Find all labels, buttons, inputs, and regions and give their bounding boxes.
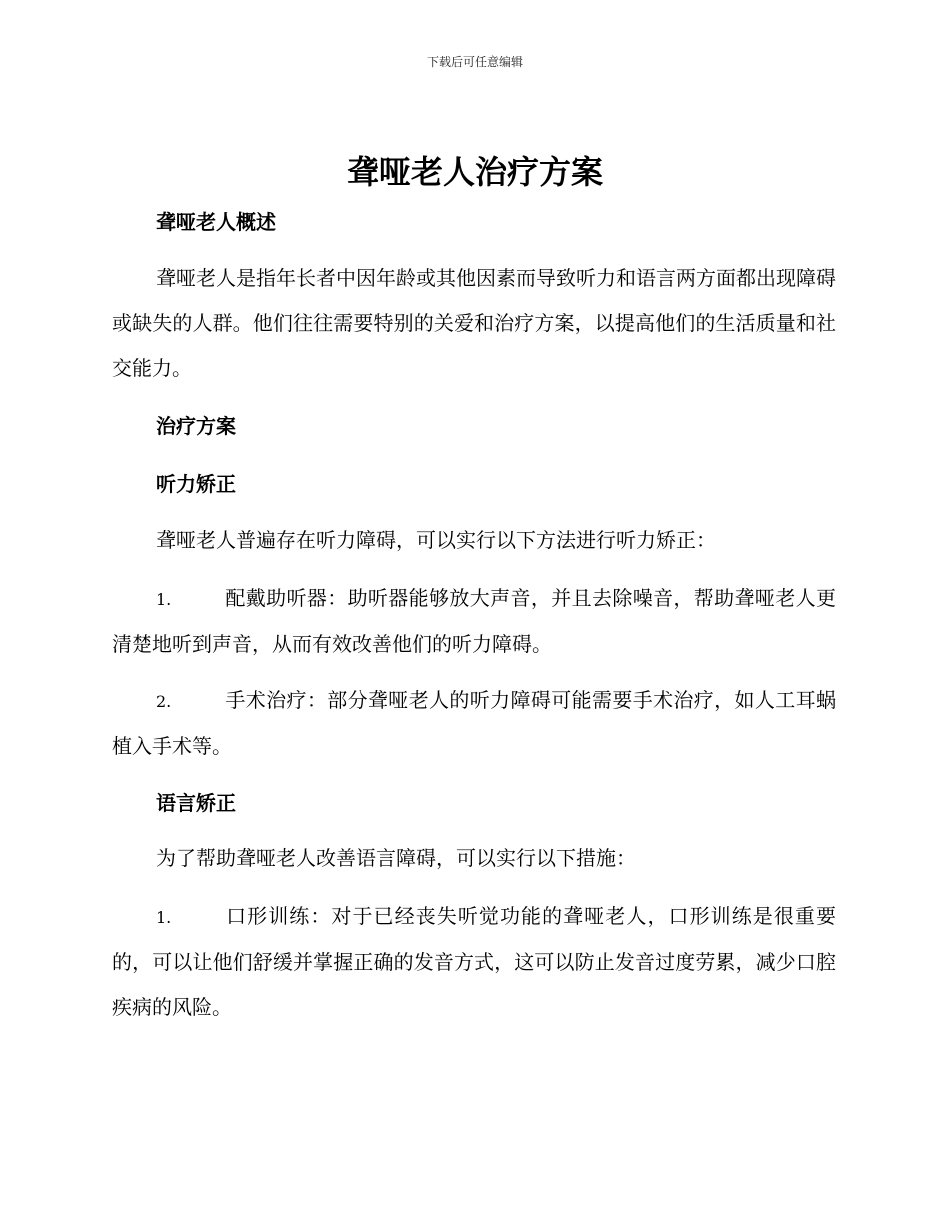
list-item-text: 配戴助听器：助听器能够放大声音，并且去除噪音，帮助聋哑老人更清楚地听到声音，从而有效改善他们的听力障碍。 — [112, 586, 836, 656]
page-header-note: 下载后可任意编辑 — [426, 55, 523, 69]
hearing-list-item-2 — [112, 678, 836, 769]
heading-hearing: 听力矫正 — [156, 472, 236, 496]
heading-treatment: 治疗方案 — [156, 414, 236, 438]
document-title: 聋哑老人治疗方案 — [346, 153, 603, 191]
hearing-intro: 聋哑老人普遍存在听力障碍，可以实行以下方法进行听力矫正： — [156, 528, 716, 552]
heading-overview: 聋哑老人概述 — [156, 210, 276, 234]
list-item-text: 手术治疗：部分聋哑老人的听力障碍可能需要手术治疗，如人工耳蜗植入手术等。 — [112, 688, 836, 758]
list-item-text: 口形训练：对于已经丧失听觉功能的聋哑老人，口形训练是很重要的，可以让他们舒缓并掌握正确的发音方式，这可以防止发音过度劳累，减少口腔疾病的风险。 — [112, 904, 836, 1019]
list-number: 2. — [156, 692, 172, 711]
language-list-item-1 — [112, 894, 836, 1030]
language-intro: 为了帮助聋哑老人改善语言障碍，可以实行以下措施： — [156, 846, 636, 870]
list-number: 1. — [156, 908, 172, 927]
list-number: 1. — [156, 590, 172, 609]
overview-paragraph: 聋哑老人是指年长者中因年龄或其他因素而导致听力和语言两方面都出现障碍或缺失的人群。他们往往需要特别的关爱和治疗方案，以提高他们的生活质量和社交能力。 — [112, 266, 836, 380]
heading-language: 语言矫正 — [156, 791, 236, 815]
hearing-list-item-1 — [112, 576, 836, 667]
